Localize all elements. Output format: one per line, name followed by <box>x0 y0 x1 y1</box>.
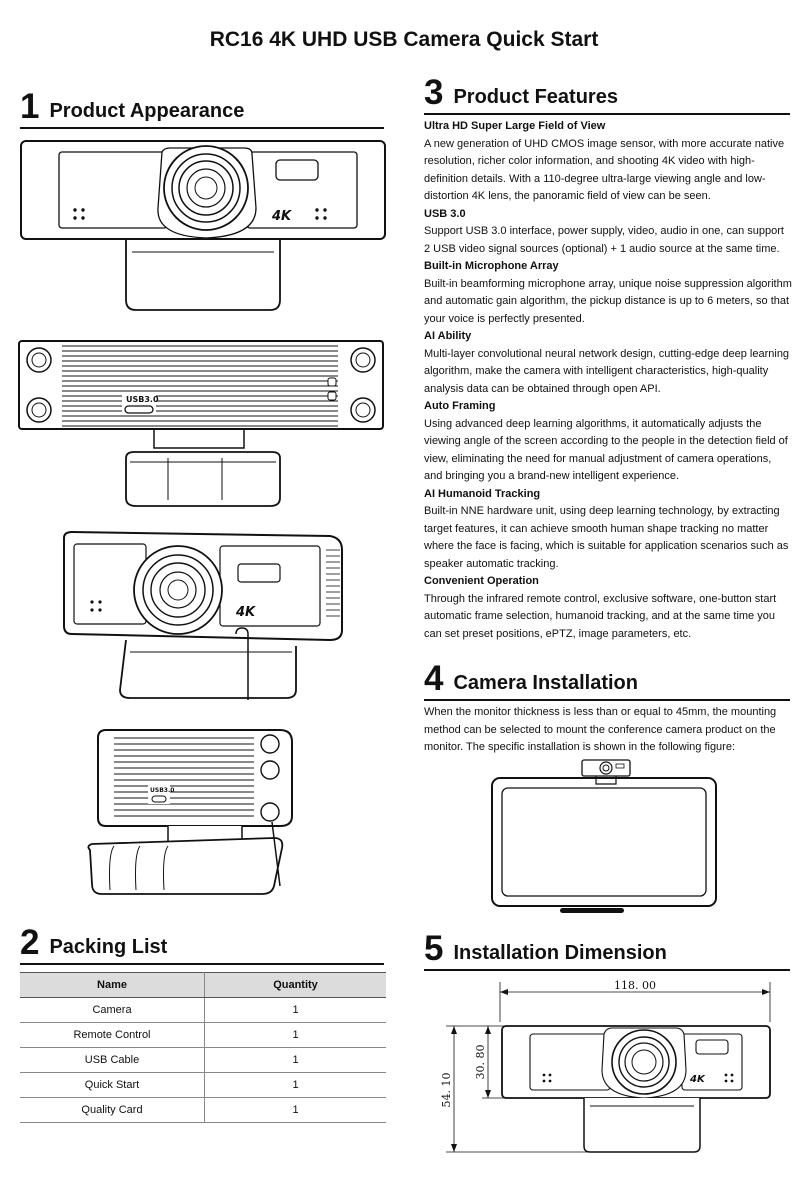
packing-list-table <box>20 972 386 1123</box>
table-row <box>20 1048 386 1073</box>
section-5-title: Installation Dimension <box>453 942 667 964</box>
section-1-number: 1 <box>20 87 40 126</box>
features-list <box>424 118 792 643</box>
feature-item <box>424 118 792 206</box>
section-3-number: 3 <box>424 73 444 112</box>
feature-item <box>424 573 792 643</box>
dimension-height-body: 30. 80 <box>474 1044 487 1080</box>
feature-text: Built-in beamforming microphone array, unique noise suppression algorithm and automatic gain algorithm, the pickup distance is up to 6 meters, so that your voice is perfectly presented. <box>424 277 792 325</box>
column-header-quantity: Quantity <box>205 973 387 998</box>
section-3-header <box>424 74 790 115</box>
feature-heading: USB 3.0 <box>424 207 466 220</box>
monitor-installation-illustration <box>490 756 722 916</box>
usb-label-back: USB3.0 <box>126 395 159 404</box>
section-4-header <box>424 660 790 701</box>
feature-heading: AI Humanoid Tracking <box>424 487 541 500</box>
section-5-number: 5 <box>424 929 444 968</box>
table-row <box>20 1098 386 1123</box>
camera-back-illustration <box>18 340 384 510</box>
camera-front-illustration <box>20 140 386 315</box>
item-name: Quick Start <box>20 1073 205 1098</box>
table-header-row <box>20 973 386 998</box>
feature-text: Support USB 3.0 interface, power supply, video, audio in one, can support 2 USB video signal sources (optional) + 1 audio source at the same time. <box>424 225 784 255</box>
item-name: Remote Control <box>20 1023 205 1048</box>
feature-heading: AI Ability <box>424 330 472 342</box>
feature-text: A new generation of UHD CMOS image sensor, with more accurate native resolution, richer color information, and shooting 4K video with high-definition details. With a 110-degree ultra-large viewing angle and low-distortion 4K lens, the panoramic field of view can be seen. <box>424 137 785 202</box>
document-title: RC16 4K UHD USB Camera Quick Start <box>209 28 599 51</box>
item-quantity: 1 <box>205 998 387 1023</box>
camera-angle-front-illustration <box>60 530 350 705</box>
feature-item <box>424 486 792 574</box>
badge-4k-front: 4K <box>272 209 292 224</box>
dimension-width: 118. 00 <box>614 979 656 992</box>
item-name: USB Cable <box>20 1048 205 1073</box>
usb-label-angle: USB3.0 <box>150 787 175 794</box>
item-quantity: 1 <box>205 1098 387 1123</box>
item-quantity: 1 <box>205 1023 387 1048</box>
feature-heading: Auto Framing <box>424 400 496 412</box>
dimension-height-total: 54. 10 <box>440 1072 453 1108</box>
item-quantity: 1 <box>205 1073 387 1098</box>
section-4-number: 4 <box>424 659 444 698</box>
item-name: Quality Card <box>20 1098 205 1123</box>
section-2-title: Packing List <box>49 936 168 958</box>
feature-text: Using advanced deep learning algorithms, it automatically adjusts the viewing angle of the screen according to the people in the detection field of view, eliminating the need for manual adjustment of camera operations, and bringing you a brand-new intelligent experience. <box>424 417 788 482</box>
feature-text: Multi-layer convolutional neural network design, cutting-edge deep learning algorithm, make the camera with intelligent characteristics, high-quality analysis data can be obtained through open API. <box>424 347 790 395</box>
feature-text: Through the infrared remote control, exclusive software, one-button start automatic frame selection, humanoid tracking, and at the same time you can set preset positions, ePTZ, image parameters, etc. <box>424 592 777 640</box>
section-2-number: 2 <box>20 923 40 962</box>
section-1-header <box>20 88 384 129</box>
table-row <box>20 998 386 1023</box>
feature-heading: Ultra HD Super Large Field of View <box>424 120 606 132</box>
feature-heading: Convenient Operation <box>424 575 539 587</box>
section-1-title: Product Appearance <box>49 100 245 122</box>
feature-heading: Built-in Microphone Array <box>424 260 559 272</box>
feature-item <box>424 328 792 398</box>
section-4-title: Camera Installation <box>453 672 638 694</box>
section-3-title: Product Features <box>453 86 618 108</box>
section-2-header <box>20 924 384 965</box>
dimension-drawing <box>440 978 780 1158</box>
item-quantity: 1 <box>205 1048 387 1073</box>
section-5-header <box>424 930 790 971</box>
installation-text: When the monitor thickness is less than or equal to 45mm, the mounting method can be selected to mount the conference camera product on the monitor. The specific installation is shown in the following figure: <box>424 706 777 753</box>
badge-4k-angle: 4K <box>236 605 256 620</box>
feature-text: Built-in NNE hardware unit, using deep learning technology, by extracting target features, it can achieve smooth human shape tracking no matter where the face is facing, which is suitable for application scenarios such as speaker automatic tracking. <box>424 505 789 570</box>
table-row <box>20 1023 386 1048</box>
table-row <box>20 1073 386 1098</box>
feature-item <box>424 206 792 259</box>
feature-item <box>424 258 792 328</box>
item-name: Camera <box>20 998 205 1023</box>
camera-angle-back-illustration <box>84 726 294 898</box>
badge-4k-dimension: 4K <box>690 1074 705 1085</box>
column-header-name: Name <box>20 973 205 998</box>
feature-item <box>424 398 792 486</box>
